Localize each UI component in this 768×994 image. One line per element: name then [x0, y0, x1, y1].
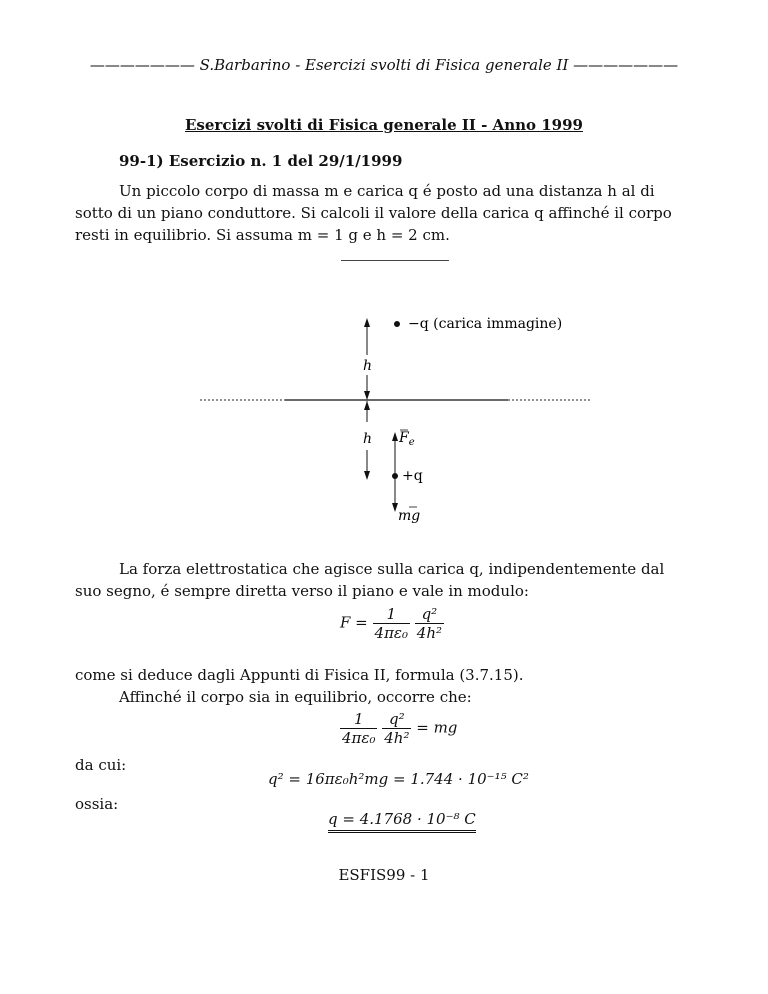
exercise-heading: 99-1) Esercizio n. 1 del 29/1/1999 [119, 152, 403, 170]
equation-equilibrium [340, 710, 457, 747]
separator-rule [341, 260, 449, 261]
image-charge-dot [394, 321, 400, 327]
arrow-down-icon [364, 391, 370, 400]
reference-paragraph: come si deduce dagli Appunti di Fisica II, formula (3.7.15). [75, 666, 524, 684]
weight-label: mg [398, 508, 421, 524]
eq2-rhs: = mg [416, 718, 458, 737]
page-footer: ESFIS99 - 1 [338, 866, 430, 884]
eq2-fraction-2: $\frac{\text{q²}}{\text{4h²}}$ [384, 710, 410, 747]
result-value: q = 4.1768 · 10⁻⁸ C [328, 810, 476, 833]
force-label: $F_e$ [399, 430, 415, 448]
equilibrium-paragraph: Affinché il corpo sia in equilibrio, occorre che: [119, 688, 472, 706]
h-lower-label: h [363, 431, 373, 447]
image-charge-diagram [190, 300, 600, 530]
force-arrow-icon [392, 432, 398, 441]
arrow-down-icon [364, 471, 370, 480]
charge-label: +q [402, 468, 423, 484]
document-title: Esercizi svolti di Fisica generale II - Anno 1999 [185, 116, 583, 134]
eq1-lhs: F = [340, 613, 368, 632]
eq1-fraction-2: $\frac{\text{q²}}{\text{4h²}}$ [416, 605, 442, 642]
charge-dot [392, 473, 398, 479]
equation-force [340, 605, 444, 642]
force-paragraph: La forza elettrostatica che agisce sulla carica q, indipendentemente dal suo segno, é sempre diretta verso il piano e vale in modulo: [75, 560, 665, 600]
ossia-label: ossia: [75, 795, 119, 813]
h-upper-label: h [363, 358, 373, 374]
equation-q-squared: q² = 16πε₀h²mg = 1.744 · 10⁻¹⁵ C² [268, 770, 529, 788]
problem-statement: Un piccolo corpo di massa m e carica q é posto ad una distanza h al di sotto di un piano conduttore. Si calcoli il valore della carica q affinché il corpo resti in equilibrio. Si assuma m = 1 g e h = 2 cm. [75, 182, 672, 244]
arrow-up-icon [364, 318, 370, 327]
eq2-fraction-1: $\frac{1}{\text{4πε₀}}$ [342, 710, 376, 747]
da-cui-label: da cui: [75, 756, 127, 774]
page-header: ——————— S.Barbarino - Esercizi svolti di Fisica generale II ——————— [89, 56, 679, 74]
eq1-fraction-1: $\frac{1}{\text{4πε₀}}$ [374, 605, 408, 642]
arrow-up-icon [364, 401, 370, 410]
image-charge-label: −q (carica immagine) [408, 316, 563, 332]
